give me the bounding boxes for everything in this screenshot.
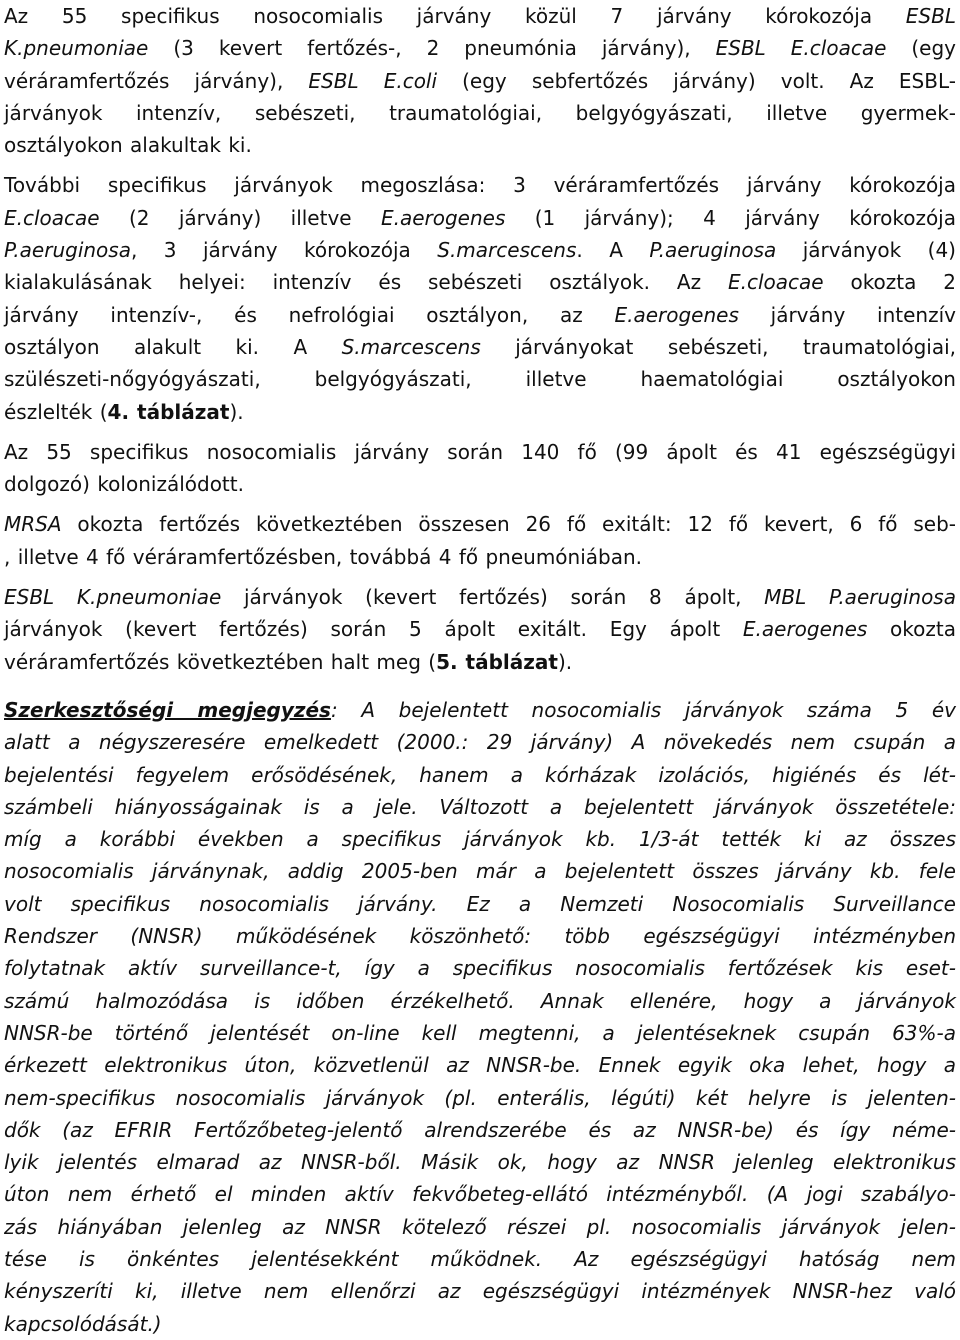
text-run: véráramfertőzés járvány), bbox=[4, 68, 309, 93]
text-run: járványok (kevert fertőzés) során 8 ápolt, bbox=[221, 585, 765, 610]
text-run: ESBL E.coli bbox=[308, 68, 438, 93]
text-line bbox=[4, 1146, 956, 1178]
text-run: járvány intenzív bbox=[738, 302, 956, 327]
text-line bbox=[4, 952, 956, 984]
text-run: (egy bbox=[886, 36, 957, 61]
text-run: (egy sebfertőzés járvány) volt. Az ESBL- bbox=[437, 68, 956, 93]
paragraph bbox=[4, 581, 956, 678]
text-line bbox=[4, 363, 956, 395]
text-run: Az 55 specifikus nosocomialis járvány során 140 fő (99 ápolt és 41 egészségügyi bbox=[4, 439, 956, 464]
text-run: okozta 2 bbox=[823, 270, 956, 295]
text-run: míg a korábbi években a specifikus járványok kb. 1/3-át tették ki az összes bbox=[4, 827, 956, 852]
text-run: nosocomialis járványnak, addig 2005-ben már a bejelentett összes járvány kb. fele bbox=[4, 859, 956, 884]
text-run: (2 járvány) illetve bbox=[99, 205, 381, 230]
text-line bbox=[4, 759, 956, 791]
text-line bbox=[4, 266, 956, 298]
text-run: E.cloacae bbox=[727, 270, 824, 295]
text-run: bejelentési fegyelem erősödésének, hanem a kórházak izolációs, higiénés és lét- bbox=[4, 762, 956, 787]
text-run: K.pneumoniae bbox=[4, 36, 149, 61]
text-run: ). bbox=[229, 399, 244, 424]
text-run: számú halmozódása is időben érzékelhető. Annak ellenére, hogy a járványok bbox=[4, 988, 956, 1013]
text-line bbox=[4, 508, 956, 540]
text-run: érkezett elektronikus úton, közvetlenül az NNSR-be. Ennek egyik oka lehet, hogy a bbox=[4, 1053, 956, 1078]
text-line bbox=[4, 65, 956, 97]
text-line bbox=[4, 541, 956, 573]
text-run: járványok (4) bbox=[776, 238, 956, 263]
text-run: járványok (kevert fertőzés) során 5 ápolt exitált. Egy ápolt bbox=[4, 617, 743, 642]
text-run: dolgozó) kolonizálódott. bbox=[4, 472, 244, 497]
text-line bbox=[4, 581, 956, 613]
text-run: Rendszer (NNSR) működésének köszönhető: több egészségügyi intézményben bbox=[4, 924, 956, 949]
text-line bbox=[4, 855, 956, 887]
text-run: okozta fertőzés következtében összesen 26 fő exitált: 12 fő kevert, 6 fő seb- bbox=[61, 512, 956, 537]
text-run: kialakulásának helyei: intenzív és sebészeti osztályok. Az bbox=[4, 270, 728, 295]
text-line bbox=[4, 1082, 956, 1114]
text-line bbox=[4, 129, 956, 161]
text-run: NNSR-be történő jelentését on-line kell megtenni, a jelentéseknek csupán 63%-a bbox=[4, 1020, 956, 1045]
text-line bbox=[4, 299, 956, 331]
paragraph-gap bbox=[4, 428, 956, 436]
text-run: osztályon alakult ki. A bbox=[4, 334, 342, 359]
paragraph-gap bbox=[4, 678, 956, 694]
text-run: okozta bbox=[867, 617, 956, 642]
text-line bbox=[4, 646, 956, 678]
text-run: E.aerogenes bbox=[614, 302, 739, 327]
text-run: ESBL bbox=[905, 4, 956, 28]
text-run: tése is önkéntes jelentésekként működnek. Az egészségügyi hatóság nem bbox=[4, 1246, 956, 1271]
text-run: , illetve 4 fő véráramfertőzésben, továbbá 4 fő pneumóniában. bbox=[4, 544, 643, 569]
text-run: dők (az EFRIR Fertőzőbeteg-jelentő alrendszerébe és az NNSR-be) és így néme- bbox=[4, 1117, 956, 1142]
paragraph-gap bbox=[4, 500, 956, 508]
editor-note bbox=[4, 694, 956, 1340]
paragraph bbox=[4, 508, 956, 573]
text-run: járvány intenzív-, és nefrológiai osztályon, az bbox=[4, 302, 615, 327]
text-run: ). bbox=[557, 649, 573, 674]
text-run: , 3 járvány kórokozója bbox=[130, 238, 438, 263]
text-line bbox=[4, 694, 956, 726]
text-line bbox=[4, 888, 956, 920]
text-run: észlelték ( bbox=[4, 399, 108, 424]
text-run: kapcsolódását.) bbox=[4, 1311, 162, 1336]
text-run: (3 kevert fertőzés-, 2 pneumónia járvány), bbox=[148, 36, 716, 61]
text-line bbox=[4, 823, 956, 855]
text-run: Az 55 specifikus nosocomialis járvány közül 7 járvány kórokozója bbox=[4, 4, 906, 28]
text-run: . A bbox=[576, 238, 650, 263]
text-run: volt specifikus nosocomialis járvány. Ez a Nemzeti Nosocomialis Surveillance bbox=[4, 891, 956, 916]
text-run: nem-specifikus nosocomialis járványok (pl. enterális, légúti) két helyre is jelenten- bbox=[4, 1085, 956, 1110]
text-line bbox=[4, 169, 956, 201]
text-run: E.cloacae bbox=[4, 205, 100, 230]
text-run: P.aeruginosa bbox=[649, 238, 777, 263]
text-run: 4. táblázat bbox=[107, 399, 230, 424]
text-line bbox=[4, 1275, 956, 1307]
paragraph bbox=[4, 169, 956, 427]
text-run: folytatnak aktív surveillance-t, így a specifikus nosocomialis fertőzések kis eset- bbox=[4, 956, 956, 981]
text-run: alatt a négyszeresére emelkedett (2000.: 29 járvány) A növekedés nem csupán a bbox=[4, 730, 956, 755]
paragraph-gap bbox=[4, 573, 956, 581]
text-run: járványok intenzív, sebészeti, traumatológiai, belgyógyászati, illetve gyermek- bbox=[4, 100, 956, 125]
text-run: P.aeruginosa bbox=[4, 238, 131, 263]
text-run: szülészeti-nőgyógyászati, belgyógyászati, illetve haematológiai osztályokon bbox=[4, 367, 956, 392]
text-run: S.marcescens bbox=[341, 334, 481, 359]
paragraph bbox=[4, 0, 956, 161]
text-run: úton nem érhető el minden aktív fekvőbeteg-ellátó intézményből. (A jogi szabályo- bbox=[4, 1182, 956, 1207]
text-line bbox=[4, 1308, 956, 1340]
text-run: MBL P.aeruginosa bbox=[764, 585, 956, 610]
text-line bbox=[4, 1178, 956, 1210]
text-run: 5. táblázat bbox=[436, 649, 558, 674]
text-line bbox=[4, 613, 956, 645]
text-line bbox=[4, 791, 956, 823]
text-line bbox=[4, 1049, 956, 1081]
text-run: Szerkesztőségi megjegyzés bbox=[4, 697, 331, 722]
text-run: osztályokon alakultak ki. bbox=[4, 133, 252, 158]
text-run: kényszeríti ki, illetve nem ellenőrzi az egészségügyi intézmények NNSR-hez való bbox=[4, 1279, 956, 1304]
text-run: számbeli hiányosságainak is a jele. Változott a bejelentett járványok összetétele: bbox=[4, 794, 956, 819]
text-run: : A bejelentett nosocomialis járványok száma 5 év bbox=[330, 697, 956, 722]
text-run: zás hiányában jelenleg az NNSR kötelező részei pl. nosocomialis járványok jelen- bbox=[4, 1214, 956, 1239]
text-line bbox=[4, 920, 956, 952]
text-run: ESBL E.cloacae bbox=[715, 36, 887, 61]
document-page bbox=[4, 0, 956, 1340]
text-line bbox=[4, 468, 956, 500]
text-run: További specifikus járványok megoszlása: 3 véráramfertőzés járvány kórokozója bbox=[4, 173, 956, 198]
text-line bbox=[4, 1243, 956, 1275]
text-line bbox=[4, 331, 956, 363]
text-run: ESBL K.pneumoniae bbox=[4, 585, 222, 610]
text-line bbox=[4, 436, 956, 468]
text-run: MRSA bbox=[4, 512, 62, 537]
text-line bbox=[4, 1114, 956, 1146]
text-line bbox=[4, 396, 956, 428]
text-run: E.aerogenes bbox=[380, 205, 506, 230]
text-line bbox=[4, 726, 956, 758]
text-line bbox=[4, 1017, 956, 1049]
paragraph-gap bbox=[4, 161, 956, 169]
text-line bbox=[4, 0, 956, 32]
text-run: E.aerogenes bbox=[742, 617, 868, 642]
text-line bbox=[4, 985, 956, 1017]
text-line bbox=[4, 32, 956, 64]
text-line bbox=[4, 1211, 956, 1243]
text-line bbox=[4, 202, 956, 234]
text-run: S.marcescens bbox=[437, 238, 577, 263]
text-run: véráramfertőzés következtében halt meg ( bbox=[4, 649, 437, 674]
text-run: (1 járvány); 4 járvány kórokozója bbox=[505, 205, 956, 230]
text-run: lyik jelentés elmarad az NNSR-ből. Másik ok, hogy az NNSR jelenleg elektronikus bbox=[4, 1150, 956, 1175]
text-run: járványokat sebészeti, traumatológiai, bbox=[480, 334, 956, 359]
text-line bbox=[4, 97, 956, 129]
text-line bbox=[4, 234, 956, 266]
paragraph bbox=[4, 436, 956, 501]
